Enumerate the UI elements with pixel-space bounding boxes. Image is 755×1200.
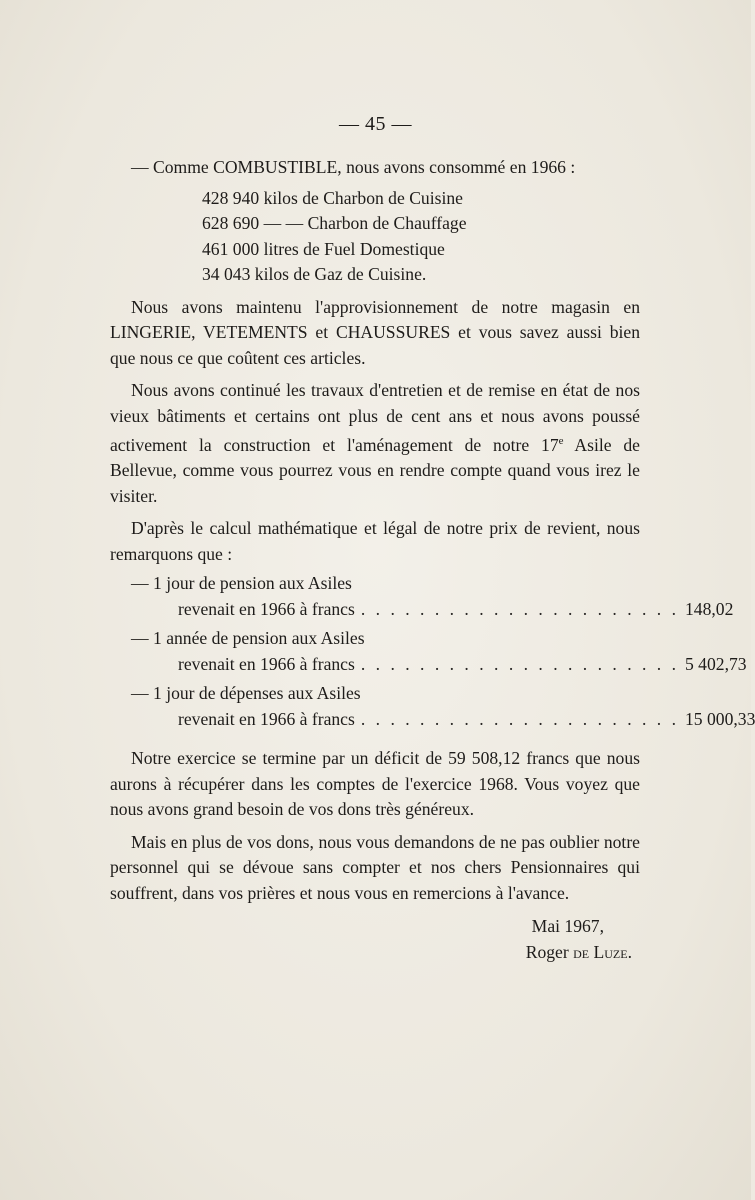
cost-item bbox=[110, 626, 747, 677]
deficit-paragraph: Notre exercice se termine par un déficit de 59 508,12 francs que nous aurons à récupérer dans les comptes de l'exercice 1968. Vous voyez que nous avons grand besoin de vos dons très généreux. bbox=[110, 748, 640, 820]
fuel-item: 34 043 kilos de Gaz de Cuisine. bbox=[202, 264, 427, 284]
cost-label: revenait en 1966 à francs bbox=[178, 653, 355, 674]
cost-intro-paragraph: D'après le calcul mathématique et légal de notre prix de revient, nous remarquons que : bbox=[110, 518, 640, 564]
page-number: — 45 — bbox=[339, 113, 412, 135]
cost-value: 5 402,73 bbox=[684, 653, 747, 674]
cost-value: 15 000,33 bbox=[684, 708, 755, 729]
cost-row bbox=[110, 707, 755, 733]
cost-heading: — 1 jour de dépenses aux Asiles bbox=[131, 683, 361, 704]
fuel-item: 628 690 — — Charbon de Chauffage bbox=[202, 213, 467, 233]
signature-date: Mai 1967, bbox=[531, 916, 604, 937]
cost-heading: — 1 jour de pension aux Asiles bbox=[131, 573, 352, 594]
cost-value: 148,02 bbox=[684, 598, 734, 619]
fuel-intro: — Comme COMBUSTIBLE, nous avons consommé en 1966 : bbox=[131, 157, 576, 177]
cost-heading: — 1 année de pension aux Asiles bbox=[131, 628, 365, 649]
cost-row bbox=[110, 652, 747, 678]
fuel-item: 428 940 kilos de Charbon de Cuisine bbox=[202, 187, 463, 208]
combustible-keyword: COMBUSTIBLE bbox=[213, 157, 338, 177]
closing-paragraph: Mais en plus de vos dons, nous vous demandons de ne pas oublier notre personnel qui se dévoue sans compter et nos chers Pensionnaires qui souffrent, dans vos prières et nous vous en remercions à l'avance. bbox=[110, 831, 640, 903]
cost-label: revenait en 1966 à francs bbox=[178, 598, 355, 619]
leader-dots: . . . . . . . . . . . . . . . . . . . . . . bbox=[360, 653, 679, 674]
works-paragraph: Nous avons continué les travaux d'entretien et de remise en état de nos vieux bâtiments et certains ont plus de cent ans et nous avons poussé activement la construction et l'aménagement de notre 17e Asile de Bellevue, comme vous pourrez vous en rendre compte quand vous irez le visiter. bbox=[110, 380, 640, 506]
cost-item bbox=[110, 681, 755, 732]
supplies-paragraph: Nous avons maintenu l'approvisionnement de notre magasin en LINGERIE, VETEMENTS et CHAUSSURES et vous savez aussi bien que nous ce que coûtent ces articles. bbox=[110, 296, 640, 368]
fuel-item: 461 000 litres de Fuel Domestique bbox=[202, 238, 445, 259]
cost-item bbox=[110, 571, 734, 622]
signature-name: Roger de Luze. bbox=[525, 941, 632, 962]
letter-body bbox=[110, 155, 755, 965]
leader-dots: . . . . . . . . . . . . . . . . . . . . . . bbox=[360, 708, 679, 729]
leader-dots: . . . . . . . . . . . . . . . . . . . . . . bbox=[360, 598, 679, 619]
fuel-list bbox=[110, 186, 640, 288]
cost-row bbox=[110, 597, 734, 623]
cost-label: revenait en 1966 à francs bbox=[178, 708, 355, 729]
